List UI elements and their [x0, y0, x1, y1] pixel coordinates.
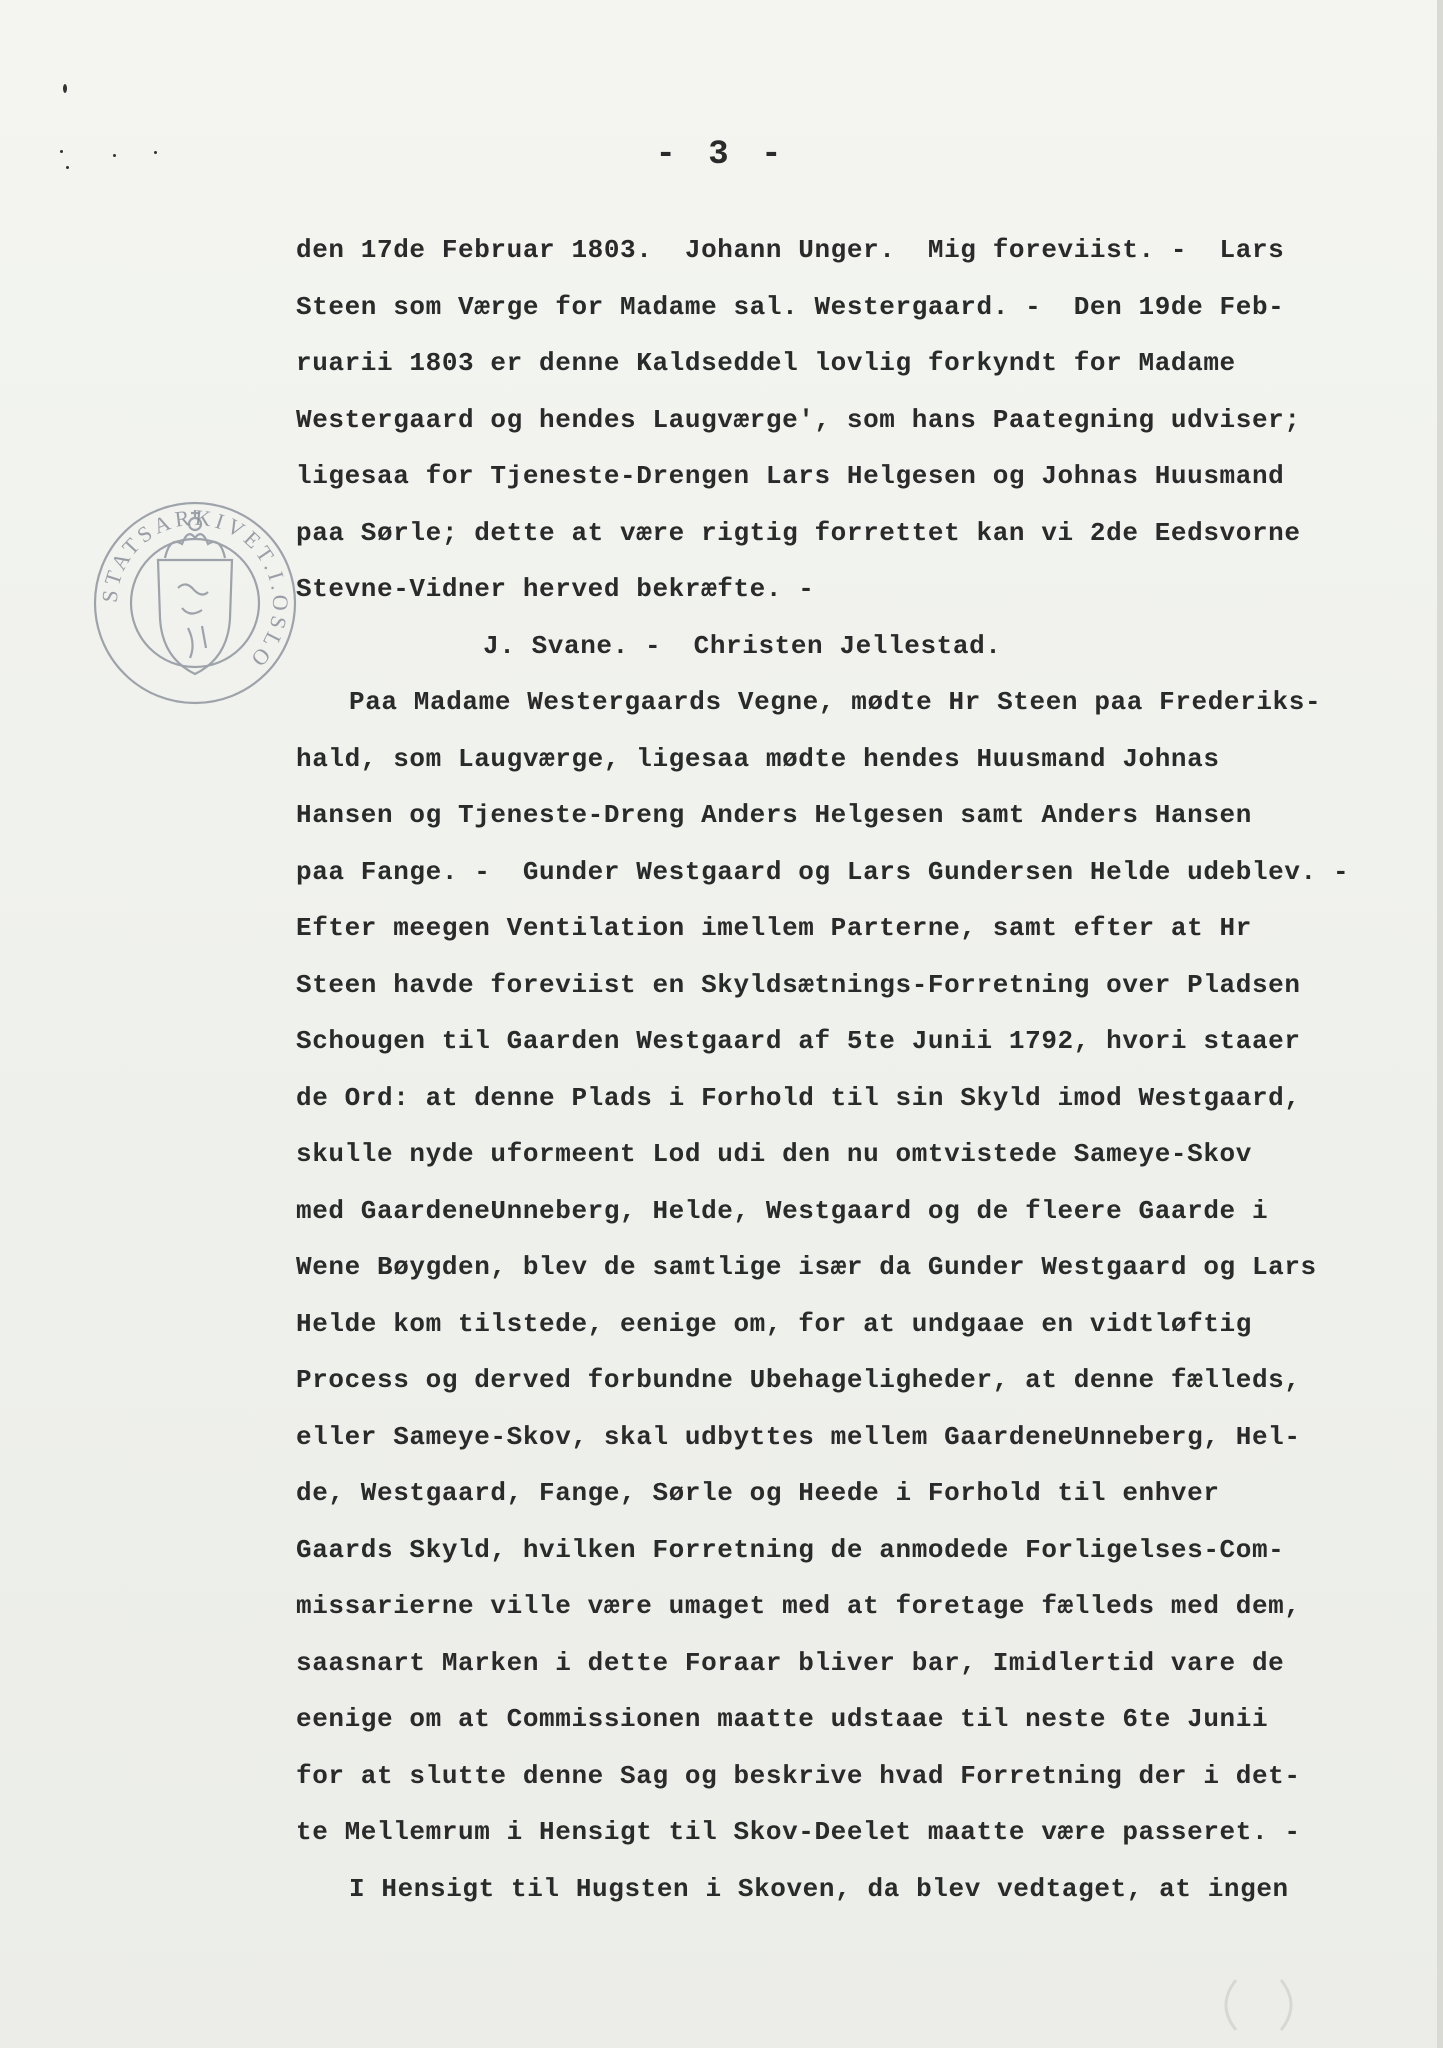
- text-line: skulle nyde uformeent Lod udi den nu omtvistede Sameye-Skov: [296, 1139, 1252, 1169]
- text-line: Schougen til Gaarden Westgaard af 5te Junii 1792, hvori staaer: [296, 1026, 1301, 1056]
- text-line: Steen som Værge for Madame sal. Westergaard. - Den 19de Feb-: [296, 291, 1285, 322]
- text-line: den 17de Februar 1803. Johann Unger. Mig foreviist. - Lars: [296, 235, 1285, 265]
- text-line: Gaards Skyld, hvilken Forretning de anmodede Forligelses-Com-: [296, 1534, 1285, 1565]
- text-line: eenige om at Commissionen maatte udstaae til neste 6te Junii: [296, 1704, 1269, 1734]
- text-line: Steen havde foreviist en Skyldsætnings-Forretning over Pladsen: [296, 969, 1301, 1000]
- text-line: hald, som Laugværge, ligesaa mødte hendes Huusmand Johnas: [296, 743, 1220, 774]
- page-number: - 3 -: [655, 136, 788, 174]
- text-line: Helde kom tilstede, eenige om, for at undgaae en vidtløftig: [296, 1308, 1252, 1339]
- text-line: paa Fange. - Gunder Westgaard og Lars Gundersen Helde udeblev. -: [296, 856, 1350, 887]
- text-line: Efter meegen Ventilation imellem Parterne, samt efter at Hr: [296, 913, 1252, 943]
- text-line: saasnart Marken i dette Foraar bliver bar, Imidlertid vare de: [296, 1647, 1285, 1678]
- stamp-text: STATSARKIVET.I.OSLO: [96, 504, 294, 675]
- text-line: J. Svane. - Christen Jellestad.: [483, 630, 1002, 661]
- text-line: med GaardeneUnneberg, Helde, Westgaard og de fleere Gaarde i: [296, 1195, 1269, 1226]
- text-line: eller Sameye-Skov, skal udbyttes mellem GaardeneUnneberg, Hel-: [296, 1421, 1301, 1452]
- text-line: Stevne-Vidner herved bekræfte. -: [296, 574, 815, 604]
- text-line: Westergaard og hendes Laugværge', som hans Paategning udviser;: [296, 404, 1301, 435]
- text-line: de, Westgaard, Fange, Sørle og Heede i Forhold til enhver: [296, 1478, 1220, 1508]
- text-line: Hansen og Tjeneste-Dreng Anders Helgesen samt Anders Hansen: [296, 800, 1252, 830]
- text-line: Wene Bøygden, blev de samtlige især da Gunder Westgaard og Lars: [296, 1252, 1317, 1282]
- text-line: de Ord: at denne Plads i Forhold til sin Skyld imod Westgaard,: [296, 1082, 1301, 1113]
- body-text: [296, 222, 1416, 1917]
- text-line: ruarii 1803 er denne Kaldseddel lovlig forkyndt for Madame: [296, 348, 1236, 378]
- faint-mark: [1206, 1975, 1316, 2035]
- text-line: for at slutte denne Sag og beskrive hvad Forretning der i det-: [296, 1760, 1301, 1791]
- text-line: te Mellemrum i Hensigt til Skov-Deelet maatte være passeret. -: [296, 1817, 1301, 1847]
- text-line: ligesaa for Tjeneste-Drengen Lars Helgesen og Johnas Huusmand: [296, 461, 1285, 491]
- text-line: I Hensigt til Hugsten i Skoven, da blev vedtaget, at ingen: [349, 1873, 1289, 1904]
- text-line: missarierne ville være umaget med at foretage fælleds med dem,: [296, 1591, 1301, 1621]
- text-line: Process og derved forbundne Ubehageligheder, at denne fælleds,: [296, 1365, 1301, 1395]
- text-line: paa Sørle; dette at være rigtig forrettet kan vi 2de Eedsvorne: [296, 517, 1301, 548]
- archive-stamp: [90, 498, 300, 708]
- text-line: Paa Madame Westergaards Vegne, mødte Hr Steen paa Frederiks-: [349, 687, 1322, 717]
